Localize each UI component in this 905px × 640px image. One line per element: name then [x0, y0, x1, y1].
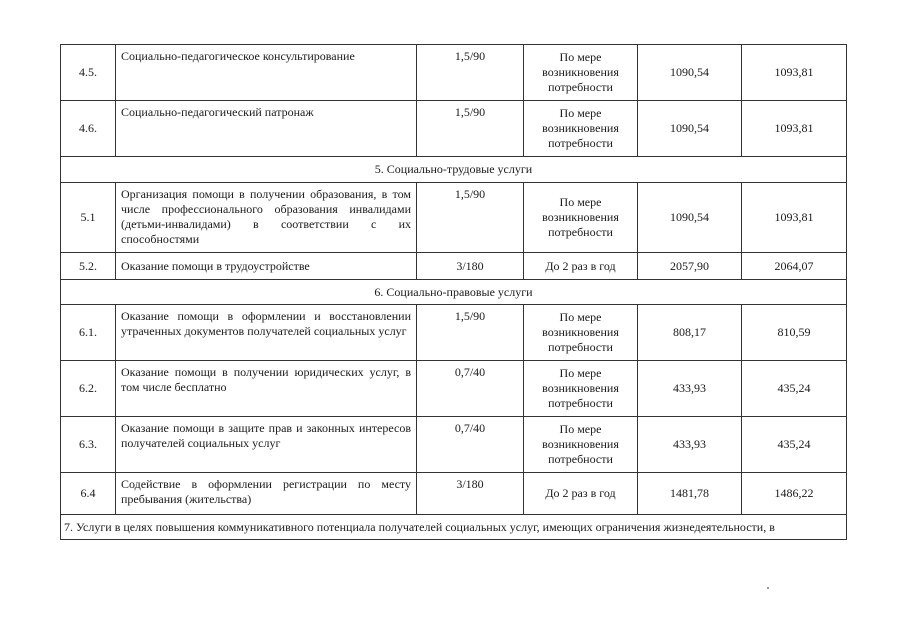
- time-norm: 3/180: [417, 473, 524, 515]
- tariff-1: 1481,78: [638, 473, 742, 515]
- service-name: Оказание помощи в трудоустройстве: [116, 253, 417, 280]
- tariff-2: 1093,81: [742, 183, 847, 253]
- table-row: [61, 253, 847, 280]
- service-name: Социально-педагогическое консультирование: [116, 45, 417, 101]
- section-header-row: [61, 280, 847, 305]
- row-number: 5.2.: [61, 253, 116, 280]
- row-number: 6.2.: [61, 361, 116, 417]
- section-title: 7. Услуги в целях повышения коммуникативного потенциала получателей социальных услуг, имеющих ограничения жизнедеятельности, в: [61, 515, 847, 540]
- tariff-2: 1093,81: [742, 45, 847, 101]
- tariff-2: 1093,81: [742, 101, 847, 157]
- row-number: 4.5.: [61, 45, 116, 101]
- tariff-1: 433,93: [638, 361, 742, 417]
- service-name: Оказание помощи в защите прав и законных интересов получателей социальных услуг: [116, 417, 417, 473]
- time-norm: 0,7/40: [417, 417, 524, 473]
- table-row: [61, 361, 847, 417]
- tariff-2: 2064,07: [742, 253, 847, 280]
- section-title: 6. Социально-правовые услуги: [61, 280, 847, 305]
- tariff-1: 1090,54: [638, 183, 742, 253]
- time-norm: 3/180: [417, 253, 524, 280]
- time-norm: 1,5/90: [417, 101, 524, 157]
- table-row: [61, 417, 847, 473]
- frequency: По мере возникновения потребности: [524, 417, 638, 473]
- table-row: [61, 473, 847, 515]
- section-header-row: [61, 157, 847, 183]
- time-norm: 1,5/90: [417, 183, 524, 253]
- tariff-1: 1090,54: [638, 45, 742, 101]
- row-number: 6.1.: [61, 305, 116, 361]
- scan-speck: [767, 587, 769, 589]
- tariff-2: 810,59: [742, 305, 847, 361]
- row-number: 6.3.: [61, 417, 116, 473]
- tariff-2: 435,24: [742, 361, 847, 417]
- frequency: По мере возникновения потребности: [524, 305, 638, 361]
- table-row: [61, 101, 847, 157]
- services-table: [60, 44, 847, 540]
- time-norm: 1,5/90: [417, 305, 524, 361]
- frequency: По мере возникновения потребности: [524, 183, 638, 253]
- tariff-1: 2057,90: [638, 253, 742, 280]
- time-norm: 0,7/40: [417, 361, 524, 417]
- tariff-1: 433,93: [638, 417, 742, 473]
- row-number: 6.4: [61, 473, 116, 515]
- tariff-1: 808,17: [638, 305, 742, 361]
- service-name: Оказание помощи в оформлении и восстановлении утраченных документов получателей социальных услуг: [116, 305, 417, 361]
- service-name: Организация помощи в получении образования, в том числе профессионального образования инвалидами (детьми-инвалидами) в соответствии с их способностями: [116, 183, 417, 253]
- section-title: 5. Социально-трудовые услуги: [61, 157, 847, 183]
- table-row: [61, 45, 847, 101]
- frequency: До 2 раз в год: [524, 473, 638, 515]
- section-header-row: [61, 515, 847, 540]
- time-norm: 1,5/90: [417, 45, 524, 101]
- service-name: Оказание помощи в получении юридических услуг, в том числе бесплатно: [116, 361, 417, 417]
- tariff-2: 435,24: [742, 417, 847, 473]
- row-number: 5.1: [61, 183, 116, 253]
- tariff-1: 1090,54: [638, 101, 742, 157]
- frequency: По мере возникновения потребности: [524, 361, 638, 417]
- table-row: [61, 183, 847, 253]
- table-row: [61, 305, 847, 361]
- service-name: Социально-педагогический патронаж: [116, 101, 417, 157]
- service-name: Содействие в оформлении регистрации по месту пребывания (жительства): [116, 473, 417, 515]
- tariff-2: 1486,22: [742, 473, 847, 515]
- frequency: По мере возникновения потребности: [524, 45, 638, 101]
- frequency: По мере возникновения потребности: [524, 101, 638, 157]
- row-number: 4.6.: [61, 101, 116, 157]
- frequency: До 2 раз в год: [524, 253, 638, 280]
